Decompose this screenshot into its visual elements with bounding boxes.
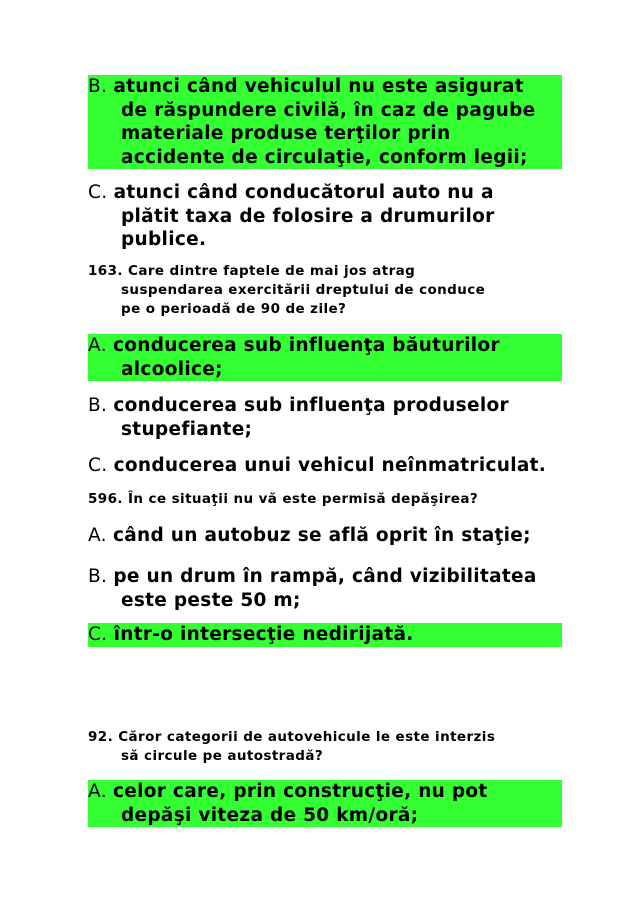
answer-letter: B. (88, 395, 108, 416)
answer-text: plătit taxa de folosire a drumurilor (121, 205, 495, 227)
answer-a-speed-limit (88, 780, 562, 827)
answer-b-insurance (88, 75, 562, 169)
answer-a-bus-stop (88, 524, 562, 548)
answer-letter: B. (88, 566, 108, 587)
question-text: suspendarea exercitării dreptului de conduce (121, 282, 486, 298)
answer-text: conducerea sub influenţa băuturilor (113, 335, 500, 356)
answer-text: alcoolice; (121, 358, 223, 380)
answer-b-drugs (88, 394, 562, 441)
answer-letter: B. (88, 76, 108, 97)
answer-text: pe un drum în rampă, când vizibilitatea (113, 566, 537, 587)
question-text: pe o perioadă de 90 de zile? (121, 301, 347, 317)
answer-letter: A. (88, 525, 107, 546)
answer-text: conducerea sub influenţa produselor (113, 395, 509, 416)
question-92 (88, 728, 562, 766)
answer-c-intersection (88, 623, 562, 647)
answer-text: de răspundere civilă, în caz de pagube (121, 99, 536, 121)
question-text: să circule pe autostradă? (121, 748, 324, 764)
answer-text: depăşi viteza de 50 km/oră; (121, 804, 419, 826)
answer-text: celor care, prin construcţie, nu pot (113, 781, 488, 802)
answer-text: într-o intersecţie nedirijată. (113, 624, 414, 645)
answer-text: este peste 50 m; (121, 589, 301, 611)
question-text: 92. Căror categorii de autovehicule le este interzis (88, 729, 496, 745)
answer-c-road-tax (88, 181, 562, 252)
answer-text: publice. (121, 229, 207, 250)
question-596 (88, 490, 562, 509)
question-text: 596. În ce situaţii nu vă este permisă depăşirea? (88, 491, 479, 507)
answer-letter: A. (88, 781, 107, 802)
answer-letter: A. (88, 335, 107, 356)
answer-b-ramp (88, 565, 562, 612)
answer-text: când un autobuz se află oprit în staţie; (113, 525, 531, 546)
answer-text: materiale produse terţilor prin (121, 123, 451, 144)
answer-c-unregistered (88, 454, 562, 478)
answer-letter: C. (88, 455, 108, 476)
answer-text: atunci când conducătorul auto nu a (113, 182, 494, 203)
answer-letter: C. (88, 182, 108, 203)
question-text: 163. Care dintre faptele de mai jos atrag (88, 263, 416, 279)
answer-text: atunci când vehiculul nu este asigurat (113, 76, 524, 97)
answer-text: stupefiante; (121, 418, 253, 440)
answer-a-alcohol (88, 334, 562, 381)
question-163 (88, 262, 562, 319)
answer-text: conducerea unui vehicul neînmatriculat. (113, 455, 547, 476)
answer-letter: C. (88, 624, 108, 645)
answer-text: accidente de circulaţie, conform legii; (121, 146, 528, 168)
